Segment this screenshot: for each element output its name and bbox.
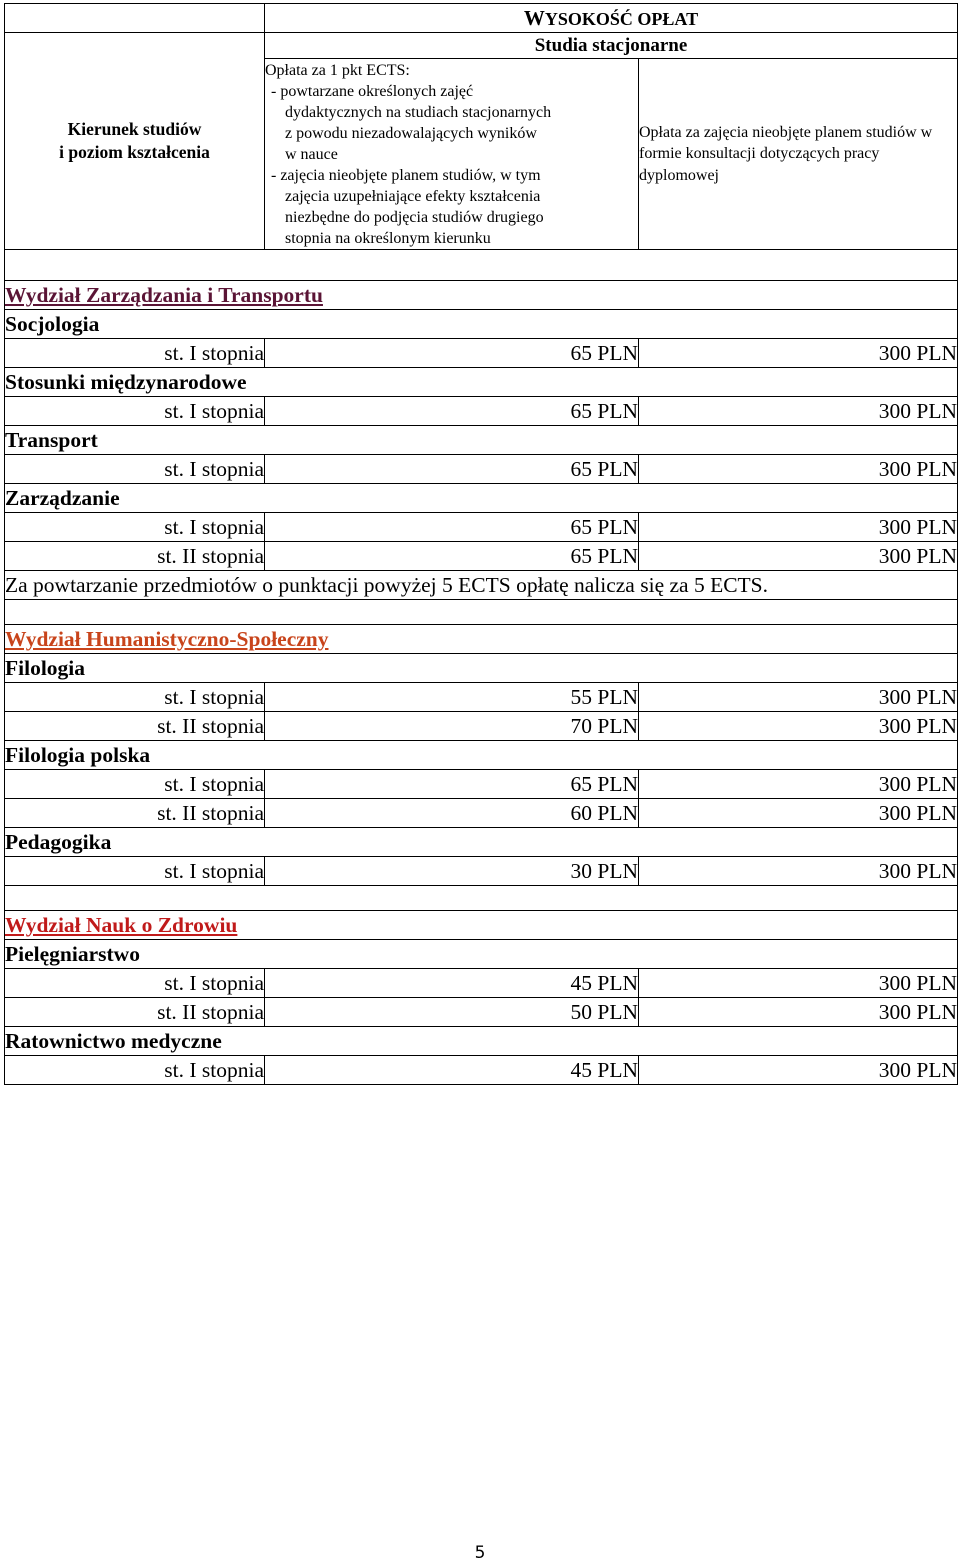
consultation-fee-value: 300 PLN bbox=[639, 712, 958, 741]
program-name: Socjologia bbox=[5, 310, 958, 339]
program-name: Transport bbox=[5, 426, 958, 455]
table-row bbox=[5, 969, 958, 998]
program-name: Pielęgniarstwo bbox=[5, 940, 958, 969]
study-level: st. II stopnia bbox=[5, 998, 265, 1027]
ects-fee-value: 65 PLN bbox=[265, 339, 639, 368]
consultation-fee-value: 300 PLN bbox=[639, 683, 958, 712]
header-consultation-fee: Opłata za zajęcia nieobjęte planem studiów w formie konsultacji dotyczących pracy dyplomowej bbox=[639, 59, 958, 250]
table-row bbox=[5, 455, 958, 484]
table-row bbox=[5, 998, 958, 1027]
consultation-fee-value: 300 PLN bbox=[639, 799, 958, 828]
spacer-row bbox=[5, 600, 958, 625]
faculty-heading: Wydział Nauk o Zdrowiu bbox=[5, 911, 958, 940]
ects-fee-value: 65 PLN bbox=[265, 455, 639, 484]
table-row bbox=[5, 799, 958, 828]
study-level: st. I stopnia bbox=[5, 770, 265, 799]
program-name: Stosunki międzynarodowe bbox=[5, 368, 958, 397]
consultation-fee-value: 300 PLN bbox=[639, 857, 958, 886]
study-level: st. I stopnia bbox=[5, 683, 265, 712]
table-row bbox=[5, 770, 958, 799]
ects-fee-value: 65 PLN bbox=[265, 513, 639, 542]
study-level: st. I stopnia bbox=[5, 339, 265, 368]
table-title: WYSOKOŚĆ OPŁAT bbox=[265, 4, 958, 33]
ects-fee-value: 30 PLN bbox=[265, 857, 639, 886]
spacer-row bbox=[5, 250, 958, 281]
study-level: st. II stopnia bbox=[5, 542, 265, 571]
page-number: 5 bbox=[474, 1543, 486, 1563]
study-level: st. I stopnia bbox=[5, 969, 265, 998]
consultation-fee-value: 300 PLN bbox=[639, 397, 958, 426]
study-level: st. I stopnia bbox=[5, 513, 265, 542]
ects-fee-value: 45 PLN bbox=[265, 1056, 639, 1085]
study-level: st. I stopnia bbox=[5, 397, 265, 426]
program-name: Pedagogika bbox=[5, 828, 958, 857]
table-row bbox=[5, 397, 958, 426]
study-level: st. I stopnia bbox=[5, 1056, 265, 1085]
ects-fee-value: 65 PLN bbox=[265, 770, 639, 799]
table-row bbox=[5, 513, 958, 542]
faculty-heading: Wydział Zarządzania i Transportu bbox=[5, 281, 958, 310]
faculty-heading: Wydział Humanistyczno-Społeczny bbox=[5, 625, 958, 654]
consultation-fee-value: 300 PLN bbox=[639, 1056, 958, 1085]
header-studia-stacjonarne: Studia stacjonarne bbox=[265, 33, 958, 59]
study-level: st. I stopnia bbox=[5, 455, 265, 484]
table-row bbox=[5, 339, 958, 368]
header-ects-fee: Opłata za 1 pkt ECTS: - powtarzane określonych zajęć dydaktycznych na studiach stacjonarnych z powodu niezadowalających wyników w nauce - zajęcia nieobjęte planem studiów, w tym zajęcia uzupełniające efekty kształcenia niezbędne do podjęcia studiów drugiego stopnia na określonym kierunku bbox=[265, 59, 639, 250]
header-kierunek: Kierunek studiów i poziom kształcenia bbox=[5, 33, 265, 250]
table-row bbox=[5, 857, 958, 886]
consultation-fee-value: 300 PLN bbox=[639, 513, 958, 542]
ects-fee-value: 55 PLN bbox=[265, 683, 639, 712]
table-row bbox=[5, 712, 958, 741]
study-level: st. II stopnia bbox=[5, 799, 265, 828]
program-name: Filologia bbox=[5, 654, 958, 683]
consultation-fee-value: 300 PLN bbox=[639, 542, 958, 571]
ects-fee-value: 50 PLN bbox=[265, 998, 639, 1027]
program-name: Zarządzanie bbox=[5, 484, 958, 513]
program-name: Filologia polska bbox=[5, 741, 958, 770]
ects-fee-value: 65 PLN bbox=[265, 397, 639, 426]
study-level: st. II stopnia bbox=[5, 712, 265, 741]
fees-table bbox=[4, 3, 958, 1085]
study-level: st. I stopnia bbox=[5, 857, 265, 886]
ects-fee-value: 45 PLN bbox=[265, 969, 639, 998]
consultation-fee-value: 300 PLN bbox=[639, 770, 958, 799]
table-row bbox=[5, 1056, 958, 1085]
consultation-fee-value: 300 PLN bbox=[639, 969, 958, 998]
consultation-fee-value: 300 PLN bbox=[639, 998, 958, 1027]
consultation-fee-value: 300 PLN bbox=[639, 339, 958, 368]
ects-fee-value: 65 PLN bbox=[265, 542, 639, 571]
consultation-fee-value: 300 PLN bbox=[639, 455, 958, 484]
table-row bbox=[5, 683, 958, 712]
table-row bbox=[5, 542, 958, 571]
ects-fee-value: 70 PLN bbox=[265, 712, 639, 741]
ects-fee-value: 60 PLN bbox=[265, 799, 639, 828]
spacer-row bbox=[5, 886, 958, 911]
program-name: Ratownictwo medyczne bbox=[5, 1027, 958, 1056]
faculty-note: Za powtarzanie przedmiotów o punktacji powyżej 5 ECTS opłatę nalicza się za 5 ECTS. bbox=[5, 571, 958, 600]
